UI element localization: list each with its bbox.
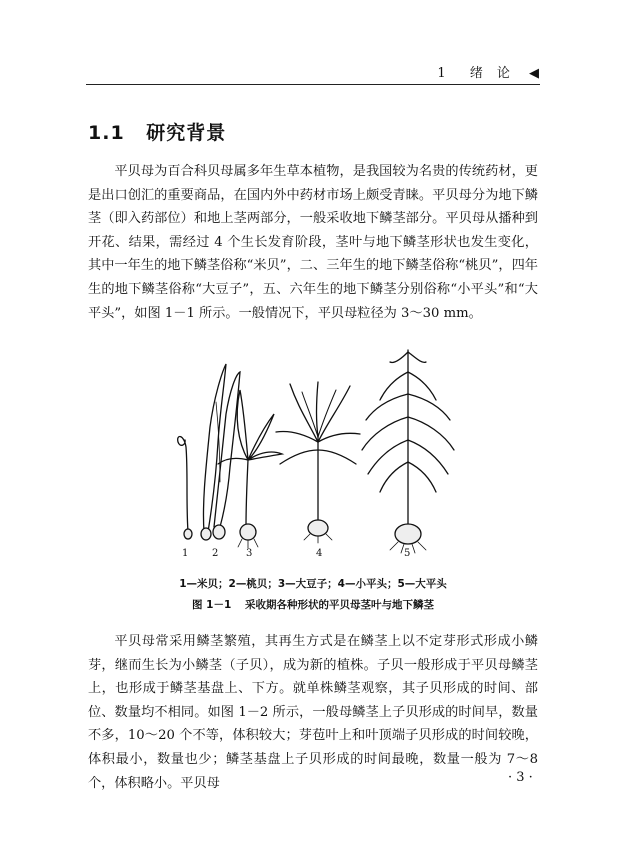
figure-plants <box>168 342 474 572</box>
plant-label-3: 3 <box>246 548 253 559</box>
figure-caption <box>0 597 626 612</box>
plant-label-4: 4 <box>316 548 323 559</box>
figure-number: 图 1－1 <box>192 599 232 611</box>
figure-legend: 1—米贝；2—桃贝；3—大豆子；4—小平头；5—大平头 <box>179 578 447 590</box>
section-title: 研究背景 <box>146 122 227 144</box>
plant-label-1: 1 <box>182 548 189 559</box>
running-head <box>86 62 540 80</box>
plant-3-dadouzi <box>218 390 282 548</box>
figure-caption-text: 采收期各种形状的平贝母茎叶与地下鳞茎 <box>244 599 434 611</box>
section-number: 1.1 <box>88 122 125 144</box>
plant-2-taobei <box>201 364 240 540</box>
plant-4-xiaopingtou <box>276 382 360 543</box>
header-rule <box>86 84 540 85</box>
plant-label-5: 5 <box>404 548 411 559</box>
plant-1-mibei <box>178 437 192 539</box>
section-heading <box>88 118 226 145</box>
plant-illustration <box>168 342 474 572</box>
chapter-title: 绪论 <box>469 66 524 81</box>
plant-label-2: 2 <box>212 548 219 559</box>
chapter-marker-icon: ◀ <box>529 66 540 81</box>
page-number: · 3 · <box>508 770 533 785</box>
chapter-number: 1 <box>437 66 447 81</box>
paragraph-intro: 平贝母为百合科贝母属多年生草本植物，是我国较为名贵的传统药材，更是出口创汇的重要商品，在国内外中药材市场上颇受青睐。平贝母分为地下鳞茎（即入药部位）和地上茎两部分，一般采收地下鳞茎部分。平贝母从播种到开花、结果，需经过 4 个生长发育阶段，茎叶与地下鳞茎形状也发生变化，其中一年生的地下鳞茎俗称“米贝”，二、三年生的地下鳞茎俗称“桃贝”，四年生的地下鳞茎俗称“大豆子”，五、六年生的地下鳞茎分别俗称“小平头”和“大平头”，如图 1－1 所示。一般情况下，平贝母粒径为 3～30 mm。 <box>88 164 538 321</box>
paragraph-reproduction: 平贝母常采用鳞茎繁殖，其再生方式是在鳞茎上以不定芽形式形成小鳞芽，继而生长为小鳞茎（子贝），成为新的植株。子贝一般形成于平贝母鳞茎上，也形成于鳞茎基盘上、下方。就单株鳞茎观察，其子贝形成的时间、部位、数量均不相同。如图 1－2 所示，一般母鳞茎上子贝形成的时间早，数量不多，10～20 个不等，体积较大；芽苞叶上和叶顶端子贝形成的时间较晚，体积最小，数量也少；鳞茎基盘上子贝形成的时间最晚，数量一般为 7～8 个，体积略小。平贝母 <box>88 634 538 791</box>
plant-5-dapingtou <box>362 350 454 553</box>
